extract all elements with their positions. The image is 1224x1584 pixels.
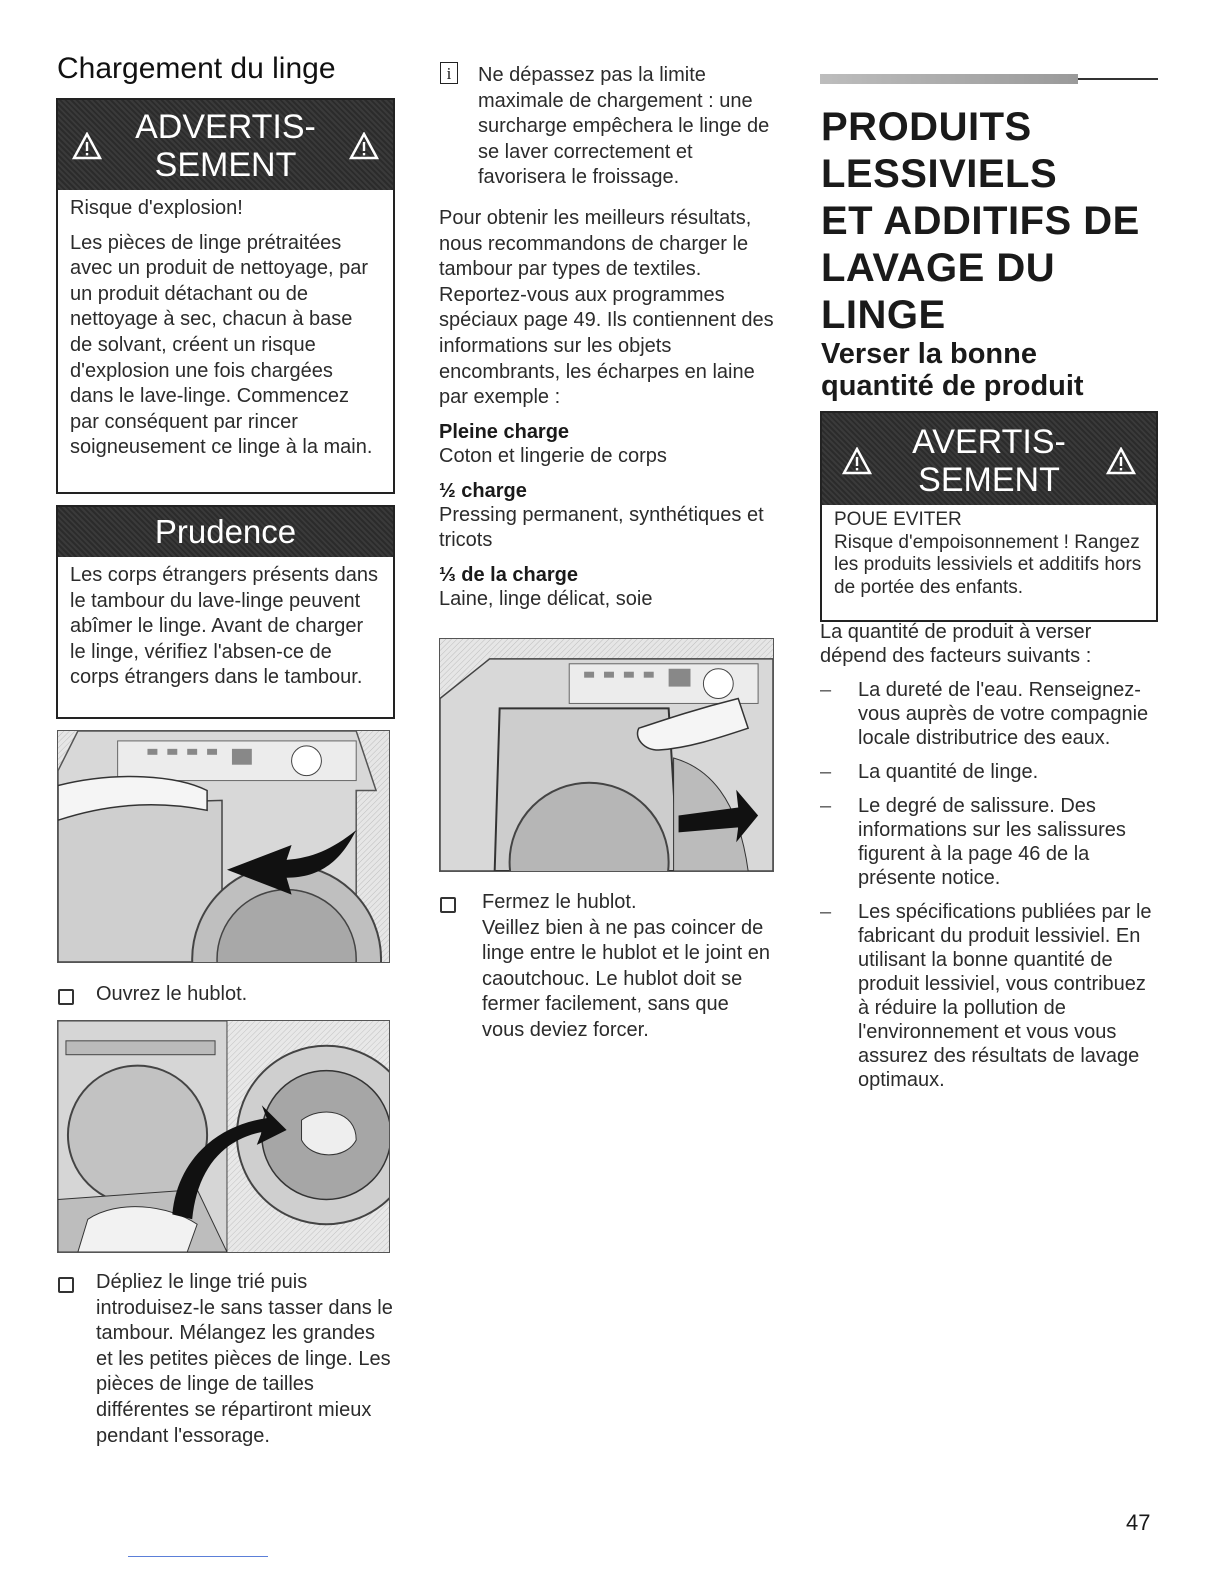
- load-type-label: ⅓ de la charge: [439, 563, 578, 586]
- factor-text: La quantité de linge.: [858, 761, 1039, 783]
- warning-text: Les pièces de linge prétraitées avec un produit de nettoyage, par un produit détachant ou de nettoyage à sec, chacun à base de solvant, créent un risque d'explosion une fois chargées dans le lave-linge. Commencez par conséquent par rincer soigneusement ce linge à la main.: [70, 231, 373, 459]
- load-types-list: [439, 421, 779, 612]
- factor-text: Le degré de salissure. Des informations sur les salissures figurent à la page 46 de la présente notice.: [858, 795, 1126, 889]
- warning-title-line1: ADVERTIS-: [135, 108, 316, 146]
- decorative-rule: [820, 74, 1078, 84]
- warning-triangle-icon: [1106, 447, 1136, 475]
- page-number: 47: [1126, 1510, 1151, 1535]
- caution-header: [58, 507, 393, 557]
- caution-title: Prudence: [154, 513, 297, 550]
- dosage-factors-list: [820, 678, 1155, 1092]
- dash-bullet: –: [820, 795, 832, 817]
- illustration-load-drum: [57, 1020, 390, 1253]
- decorative-rule: [1078, 78, 1158, 80]
- dash-bullet: –: [820, 679, 832, 701]
- info-icon: i: [440, 62, 458, 84]
- step-close-door: [440, 890, 775, 1044]
- dash-bullet: –: [820, 761, 832, 783]
- warning-title-line2: SEMENT: [154, 146, 297, 184]
- chapter-title: [821, 104, 1161, 339]
- step-load-laundry-text: Dépliez le linge trié puis introduisez-le sans tasser dans le tambour. Mélangez les grandes et les petites pièces de linge. Les pièces de linge de tailles différentes se répartiront mieux pendant l'essorage.: [96, 1271, 393, 1447]
- warning-title-line1: AVERTIS-: [912, 423, 1066, 461]
- load-type-desc: Laine, linge délicat, soie: [439, 587, 653, 610]
- section-title-chargement: Chargement du linge: [57, 52, 336, 85]
- info-text: Ne dépassez pas la limite maximale de chargement : une surcharge empêchera le linge de se laver correctement et favorisera le froissage.: [478, 64, 770, 189]
- illustration-open-door: [57, 730, 390, 963]
- warning-box-explosion: [56, 98, 395, 494]
- list-item: [820, 760, 1155, 784]
- list-item: [820, 794, 1155, 890]
- section-subtitle: [821, 338, 1161, 402]
- warning-header: [822, 413, 1156, 505]
- chapter-title-line: PRODUITS: [821, 105, 1032, 149]
- dosage-intro: La quantité de produit à verser dépend des facteurs suivants :: [820, 621, 1092, 667]
- checkbox-icon: [440, 897, 456, 913]
- warning-lead: Risque d'explosion!: [70, 197, 243, 219]
- list-item: [820, 678, 1155, 750]
- step-close-door-text: Fermez le hublot.: [482, 891, 637, 913]
- chapter-title-line: ET ADDITIFS DE: [821, 199, 1140, 243]
- load-type-item: [439, 421, 779, 470]
- section-subtitle-line: quantité de produit: [821, 370, 1084, 402]
- warning-title-line2: SEMENT: [918, 461, 1060, 499]
- caution-box: [56, 505, 395, 719]
- section-subtitle-line: Verser la bonne: [821, 338, 1037, 370]
- checkbox-icon: [58, 989, 74, 1005]
- load-type-item: [439, 480, 779, 554]
- load-type-label: ½ charge: [439, 479, 527, 502]
- step-close-door-note: Veillez bien à ne pas coincer de linge entre le hublot et le joint en caoutchouc. Le hublot doit se fermer facilement, sans que vous deviez forcer.: [482, 916, 770, 1041]
- factor-text: La dureté de l'eau. Renseignez-vous auprès de votre compagnie locale distributrice des eaux.: [858, 679, 1149, 749]
- illustration-close-door: [439, 638, 774, 872]
- load-type-desc: Pressing permanent, synthétiques et tricots: [439, 503, 764, 552]
- warning-line1: POUE EVITER: [834, 509, 962, 530]
- warning-triangle-icon: [842, 447, 872, 475]
- warning-header: [58, 100, 393, 190]
- warning-box-poison: [820, 411, 1158, 622]
- load-type-label: Pleine charge: [439, 421, 570, 443]
- footer-rule: [128, 1556, 268, 1557]
- dash-bullet: –: [820, 901, 832, 923]
- load-type-item: [439, 564, 779, 613]
- load-type-desc: Coton et lingerie de corps: [439, 445, 667, 467]
- step-load-laundry: [58, 1270, 393, 1449]
- loading-intro: Pour obtenir les meilleurs résultats, nous recommandons de charger le tambour par types de textiles. Reportez-vous aux programmes spéciaux page 49. Ils contiennent des informations sur les objets encombrants, les écharpes en laine par exemple :: [439, 207, 774, 409]
- chapter-title-line: LINGE: [821, 293, 946, 337]
- warning-triangle-icon: [72, 132, 102, 160]
- step-open-door: [58, 982, 388, 1008]
- warning-triangle-icon: [349, 132, 379, 160]
- chapter-title-line: LAVAGE DU: [821, 246, 1056, 290]
- step-open-door-text: Ouvrez le hublot.: [96, 983, 248, 1005]
- chapter-title-line: LESSIVIELS: [821, 152, 1058, 196]
- caution-text: Les corps étrangers présents dans le tambour du lave-linge peuvent abîmer le linge. Avant de charger le linge, vérifiez l'absen-ce de corps étrangers dans le tambour.: [70, 564, 378, 689]
- list-item: [820, 900, 1155, 1092]
- warning-text: Risque d'empoisonnement ! Rangez les produits lessiviels et additifs hors de portée des enfants.: [834, 531, 1142, 598]
- checkbox-icon: [58, 1277, 74, 1293]
- factor-text: Les spécifications publiées par le fabricant du produit lessiviel. En utilisant la bonne quantité de produit lessiviel, vous contribuez à réduire la pollution de l'environnement et vous vous assurez des résultats de lavage optimaux.: [858, 901, 1152, 1091]
